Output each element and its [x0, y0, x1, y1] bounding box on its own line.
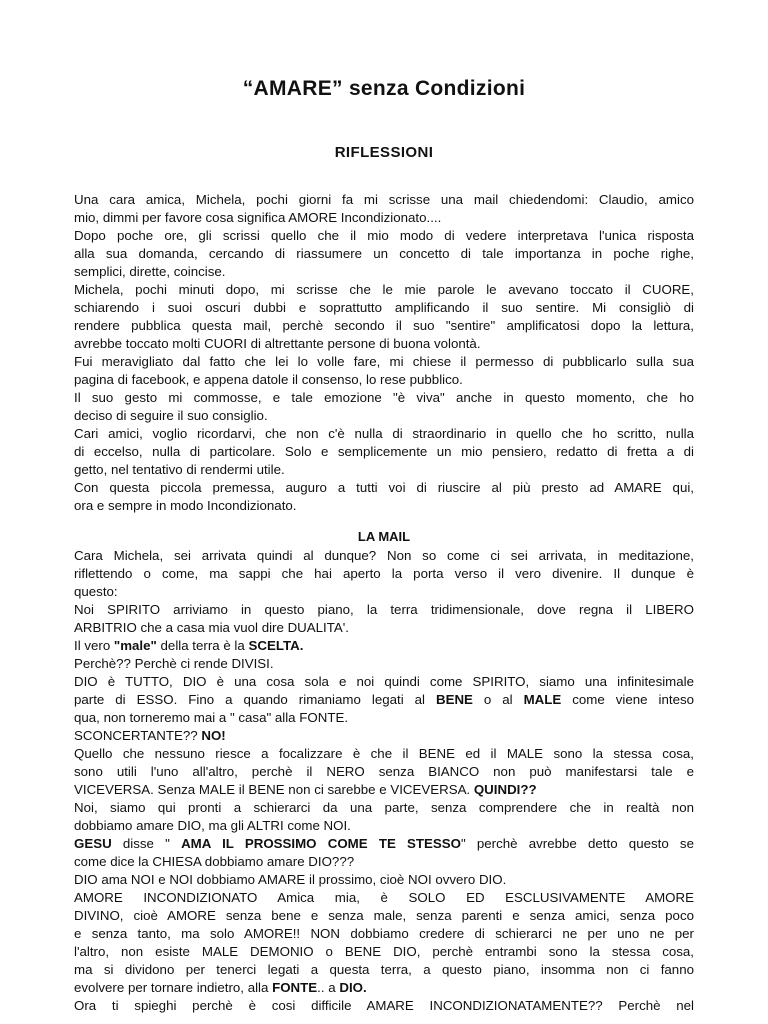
text-line	[74, 655, 694, 673]
text-run: questo:	[74, 584, 118, 599]
text-run: Noi, siamo qui pronti a schierarci da una parte, senza comprendere che in realtà non	[74, 800, 694, 815]
text-line: Fui meravigliato dal fatto che lei lo volle fare, mi chiese il permesso di pubblicarlo sulla sua	[74, 354, 694, 369]
text-line: deciso di seguire il suo consiglio.	[74, 408, 268, 423]
text-line	[74, 565, 694, 583]
mail-section-title: LA MAIL	[357, 529, 411, 544]
text-line	[74, 799, 694, 817]
text-run: " perchè avrebbe detto questo se	[460, 836, 694, 851]
bold-text: "male"	[113, 638, 157, 653]
text-run: Cara Michela, sei arrivata quindi al dunque? Non so come ci sei arrivata, in meditazione,	[74, 548, 694, 563]
text-run: riflettendo o come, ma sappi che hai aperto la porta verso il vero divenire. Il dunque è	[74, 566, 694, 581]
text-line: Cari amici, voglio ricordarvi, che non c'è nulla di straordinario in quello che ho scritto, nulla	[74, 426, 694, 441]
text-line	[74, 961, 694, 979]
text-line	[74, 871, 694, 889]
text-run: e senza tanto, ma solo AMORE!! NON dobbiamo credere di schierarci ne per uno ne per	[74, 926, 694, 941]
text-run: come viene inteso	[561, 692, 695, 707]
text-line	[74, 583, 694, 601]
text-run: evolvere per tornare indietro, alla	[74, 980, 273, 995]
text-line: mio, dimmi per favore cosa significa AMORE Incondizionato....	[74, 210, 442, 225]
text-line: alla sua domanda, cercando di riassumere un concetto di tale importanza in poche righe,	[74, 246, 694, 261]
bold-text: BENE	[435, 692, 473, 707]
text-run: DIO è TUTTO, DIO è una cosa sola e noi quindi come SPIRITO, siamo una infinitesimale	[74, 674, 694, 689]
text-line	[74, 673, 694, 691]
intro-paragraphs	[74, 191, 694, 515]
text-run: DIO ama NOI e NOI dobbiamo AMARE il prossimo, cioè NOI ovvero DIO.	[74, 872, 507, 887]
text-line	[74, 691, 694, 709]
bold-text: QUINDI??	[473, 782, 537, 797]
text-run: parte di ESSO. Fino a quando rimaniamo legati al	[74, 692, 436, 707]
text-run: ma si dividono per tenerci legati a questa terra, a questo piano, insomma non ci fanno	[74, 962, 694, 977]
text-line	[74, 979, 694, 997]
text-line: getto, nel tentativo di rendermi utile.	[74, 462, 285, 477]
text-line: Il suo gesto mi commosse, e tale emozione "è viva" anche in questo momento, che ho	[74, 390, 694, 405]
text-run: .. a	[317, 980, 340, 995]
text-run: Perchè?? Perchè ci rende DIVISI.	[74, 656, 274, 671]
bold-text: NO!	[201, 728, 226, 743]
text-line: Dopo poche ore, gli scrissi quello che il mio modo di vedere interpretava l'unica risposta	[74, 228, 694, 243]
text-run: come dice la CHIESA dobbiamo amare DIO???	[74, 854, 355, 869]
text-line: di eccelso, nulla di particolare. Solo e semplicemente un mio pensiero, redatto di fretta a di	[74, 444, 694, 459]
text-line: semplici, dirette, coincise.	[74, 264, 226, 279]
text-run: dobbiamo amare DIO, ma gli ALTRI come NOI.	[74, 818, 351, 833]
text-run: SCONCERTANTE??	[74, 728, 202, 743]
bold-text: AMA IL PROSSIMO COME TE STESSO	[181, 836, 461, 851]
bold-text: FONTE	[272, 980, 318, 995]
text-run: Ora ti spieghi perchè è cosi difficile AMARE INCONDIZIONATAMENTE?? Perchè nel	[74, 998, 694, 1013]
text-line	[74, 781, 694, 799]
text-run: qua, non torneremo mai a " casa" alla FONTE.	[74, 710, 349, 725]
text-line	[74, 907, 694, 925]
text-line: rendere pubblica questa mail, perchè secondo il suo "sentire" amplificatosi dopo la lettura,	[74, 318, 694, 333]
text-line: ora e sempre in modo Incondizionato.	[74, 498, 297, 513]
text-line	[74, 943, 694, 961]
text-line	[74, 853, 694, 871]
text-line	[74, 889, 694, 907]
text-line	[74, 547, 694, 565]
text-line: schiarendo i suoi oscuri dubbi e soprattutto amplificando il suo sentire. Mi consigliò di	[74, 300, 694, 315]
text-run: VICEVERSA. Senza MALE il BENE non ci sarebbe e VICEVERSA.	[74, 782, 474, 797]
text-run: Noi SPIRITO arriviamo in questo piano, la terra tridimensionale, dove regna il LIBERO	[74, 602, 694, 617]
bold-text: MALE	[523, 692, 562, 707]
text-run: l'altro, non esiste MALE DEMONIO o BENE DIO, perchè entrambi sono la stessa cosa,	[74, 944, 694, 959]
text-line: Con questa piccola premessa, auguro a tutti voi di riuscire al più presto ad AMARE qui,	[74, 480, 694, 495]
text-line: Una cara amica, Michela, pochi giorni fa mi scrisse una mail chiedendomi: Claudio, amico	[74, 192, 694, 207]
text-run: AMORE INCONDIZIONATO Amica mia, è SOLO ED ESCLUSIVAMENTE AMORE	[74, 890, 694, 905]
text-run: Il vero	[74, 638, 114, 653]
text-run: ARBITRIO che a casa mia vuol dire DUALITA'.	[74, 620, 349, 635]
text-line	[74, 925, 694, 943]
text-line	[74, 727, 694, 745]
text-line	[74, 745, 694, 763]
text-line	[74, 817, 694, 835]
bold-text: SCELTA.	[248, 638, 304, 653]
mail-paragraphs	[74, 547, 694, 1015]
document-subtitle: RIFLESSIONI	[334, 144, 434, 161]
text-line	[74, 709, 694, 727]
text-line	[74, 637, 694, 655]
bold-text: DIO.	[339, 980, 367, 995]
text-run: disse "	[111, 836, 182, 851]
text-run: o al	[472, 692, 524, 707]
text-run: DIVINO, cioè AMORE senza bene e senza male, senza parenti e senza amici, senza poco	[74, 908, 694, 923]
text-line	[74, 763, 694, 781]
text-line: pagina di facebook, e appena datole il consenso, lo rese pubblico.	[74, 372, 463, 387]
text-line	[74, 619, 694, 637]
text-line: avrebbe toccato molti CUORI di altrettante persone di buona volontà.	[74, 336, 481, 351]
text-line	[74, 601, 694, 619]
text-run: Quello che nessuno riesce a focalizzare è che il BENE ed il MALE sono la stessa cosa,	[74, 746, 694, 761]
text-run: sono utili l'uno all'altro, perchè il NERO senza BIANCO non può manifestarsi tale e	[74, 764, 694, 779]
text-line: Michela, pochi minuti dopo, mi scrisse che le mie parole le avevano toccato il CUORE,	[74, 282, 694, 297]
bold-text: GESU	[74, 836, 112, 851]
text-run: della terra è la	[156, 638, 249, 653]
text-line	[74, 835, 694, 853]
document-title: “AMARE” senza Condizioni	[242, 77, 526, 100]
text-line	[74, 997, 694, 1015]
